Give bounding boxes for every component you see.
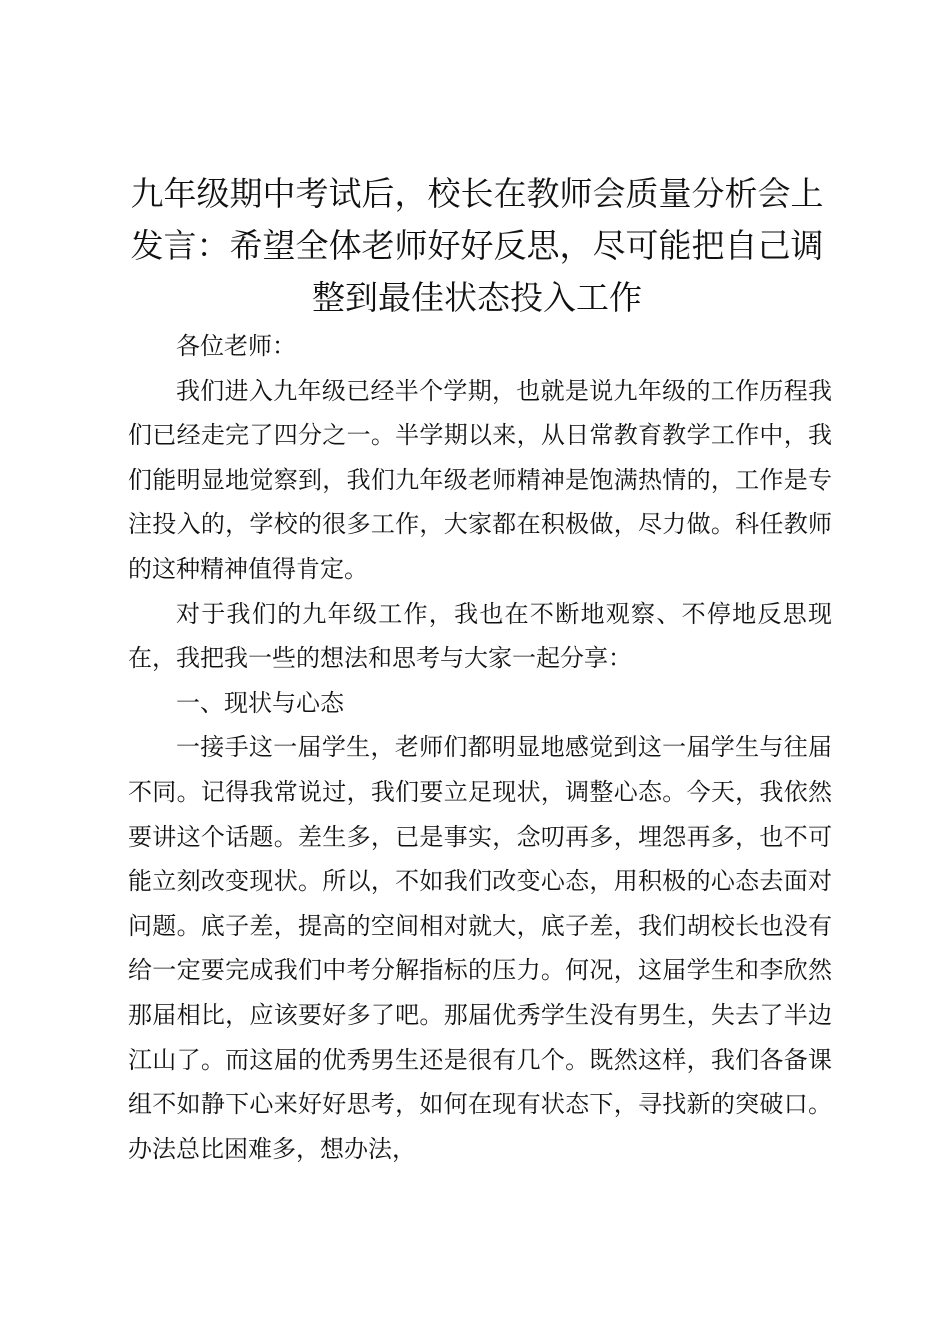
document-body: [128, 324, 832, 1171]
salutation: 各位老师：: [176, 332, 296, 360]
document-title: 九年级期中考试后，校长在教师会质量分析会上发言：希望全体老师好好反思，尽可能把自己调整到最佳状态投入工作: [130, 174, 824, 317]
paragraph-intro: 我们进入九年级已经半个学期，也就是说九年级的工作历程我们已经走完了四分之一。半学期以来，从日常教育教学工作中，我们能明显地觉察到，我们九年级老师精神是饱满热情的，工作是专注投入的，学校的很多工作，大家都在积极做，尽力做。科任教师的这种精神值得肯定。: [128, 376, 832, 583]
paragraph-sharing: 对于我们的九年级工作，我也在不断地观察、不停地反思现在，我把我一些的想法和思考与大家一起分享：: [128, 599, 832, 673]
paragraph-status-mindset: 一接手这一届学生，老师们都明显地感觉到这一届学生与往届不同。记得我常说过，我们要立足现状，调整心态。今天，我依然要讲这个话题。差生多，已是事实，念叨再多，埋怨再多，也不可能立刻改变现状。所以，不如我们改变心态，用积极的心态去面对问题。底子差，提高的空间相对就大，底子差，我们胡校长也没有给一定要完成我们中考分解指标的压力。何况，这届学生和李欣然那届相比，应该要好多了吧。那届优秀学生没有男生，失去了半边江山了。而这届的优秀男生还是很有几个。既然这样，我们各备课组不如静下心来好好思考，如何在现有状态下，寻找新的突破口。办法总比困难多，想办法，: [128, 733, 832, 1163]
section-heading: 一、现状与心态: [176, 688, 344, 717]
